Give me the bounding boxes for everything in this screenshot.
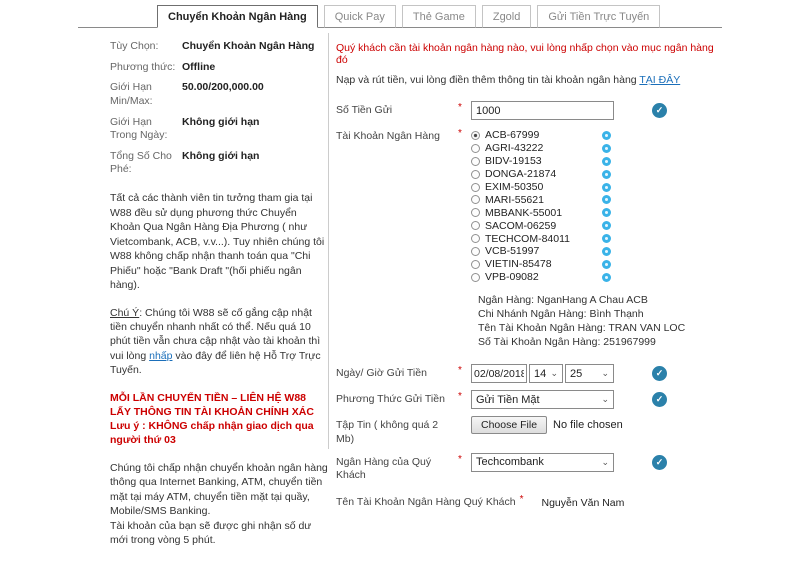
bank-account-option-label: BIDV-19153 (485, 155, 542, 168)
bank-detail-line: Số Tài Khoản Ngân Hàng: 251967999 (478, 336, 656, 349)
info-value: Offline (182, 60, 216, 73)
account-info-text: Nạp và rút tiền, vui lòng điền thêm thông tin tài khoản ngân hàng (336, 74, 640, 86)
info-value: 50.00/200,000.00 (182, 81, 264, 94)
valid-check-icon: ✓ (652, 366, 667, 381)
support-link[interactable]: nhấp (149, 349, 173, 362)
info-row (110, 150, 328, 177)
spacer (458, 416, 471, 417)
account-info-notice (336, 74, 726, 86)
bank-account-option-label: ACB-67999 (485, 129, 540, 142)
info-dot-icon[interactable] (602, 157, 611, 166)
customer-bank-select[interactable] (471, 453, 614, 472)
account-name-row (336, 494, 726, 509)
payment-info-table (110, 40, 328, 177)
info-row (110, 116, 328, 143)
bank-account-option[interactable] (471, 258, 621, 271)
radio-button-icon[interactable] (471, 234, 480, 243)
info-dot-icon[interactable] (602, 208, 611, 217)
hour-select[interactable] (529, 364, 563, 383)
bank-account-option[interactable] (471, 271, 621, 284)
warning-line1: MỖI LẦN CHUYỂN TIỀN – LIÊN HỆ W88 (110, 391, 307, 404)
method-value: Gửi Tiền Mặt (476, 393, 540, 406)
required-asterisk: * (458, 128, 462, 139)
valid-check-icon: ✓ (652, 103, 667, 118)
required-asterisk: * (458, 365, 462, 377)
hour-value: 14 (534, 367, 547, 380)
bank-account-row (336, 127, 726, 284)
info-dot-icon[interactable] (602, 260, 611, 269)
info-label: Giới Hạn Min/Max: (110, 81, 153, 107)
info-value: Không giới hạn (182, 115, 260, 128)
info-dot-icon[interactable] (602, 195, 611, 204)
radio-button-icon[interactable] (471, 195, 480, 204)
info-label: Giới Hạn Trong Ngày: (110, 115, 168, 142)
file-row (336, 416, 726, 445)
required-asterisk: * (458, 102, 462, 113)
date-input[interactable] (471, 364, 527, 383)
info-dot-icon[interactable] (602, 183, 611, 192)
customer-bank-label: Ngân Hàng của Quý Khách (336, 455, 432, 481)
bank-account-option-label: TECHCOM-84011 (485, 232, 570, 245)
radio-button-icon[interactable] (471, 221, 480, 230)
amount-row (336, 101, 726, 120)
tab-chuyen-khoan-ngan-hang[interactable]: Chuyển Khoản Ngân Hàng (157, 5, 318, 28)
info-dot-icon[interactable] (602, 247, 611, 256)
note-text: : Chúng tôi W88 sẽ cố gắng cập nhật tiền chuyển nhanh nhất có thể. Nếu quá 10 phút tiền vẫn chưa cập nhật vào tài khoản thì vui lòng (110, 306, 321, 362)
tab-quick-pay[interactable]: Quick Pay (324, 5, 396, 28)
info-label: Phương thức: (110, 60, 176, 73)
required-asterisk: * (458, 453, 462, 465)
bank-account-option[interactable] (471, 245, 621, 258)
info-label: Tùy Chọn: (110, 40, 159, 52)
sidebar-info-panel (110, 40, 328, 561)
accepted-methods-text: Chúng tôi chấp nhận chuyển khoản ngân hàng thông qua Internet Banking, ATM, chuyển tiền mặt tại máy ATM, chuyển tiền mặt tại quầy, Mobile/SMS Banking. (110, 461, 328, 518)
tab-zgold[interactable]: Zgold (482, 5, 532, 28)
bank-detail-line: Chi Nhánh Ngân Hàng: Bình Thạnh (478, 307, 644, 320)
bank-account-option[interactable] (471, 181, 621, 194)
method-row (336, 390, 726, 409)
warning-line2: LẤY THÔNG TIN TÀI KHOẢN CHÍNH XÁC (110, 406, 314, 419)
chevron-down-icon: ⌄ (601, 394, 609, 405)
bank-detail-line: Ngân Hàng: NganHang A Chau ACB (478, 293, 648, 306)
info-row (110, 81, 328, 108)
tab-bar (78, 5, 722, 28)
bank-select-notice: Quý khách cần tài khoản ngân hàng nào, vui lòng nhấp chọn vào mục ngân hàng đó (336, 42, 714, 66)
chevron-down-icon: ⌄ (601, 456, 609, 467)
radio-button-icon[interactable] (471, 273, 480, 282)
bank-account-option-label: VIETIN-85478 (485, 258, 552, 271)
bank-account-option[interactable] (471, 232, 621, 245)
chevron-down-icon: ⌄ (550, 368, 558, 379)
radio-button-icon[interactable] (471, 260, 480, 269)
minute-value: 25 (570, 367, 583, 380)
tai-day-link[interactable]: TẠI ĐÂY (639, 74, 681, 86)
radio-button-icon[interactable] (471, 208, 480, 217)
bank-account-option-label: VPB-09082 (485, 271, 539, 284)
account-name-label: Tên Tài Khoản Ngân Hàng Quý Khách (336, 495, 516, 508)
vertical-divider (328, 33, 329, 449)
customer-bank-value: Techcombank (476, 456, 544, 469)
bank-account-label: Tài Khoản Ngân Hàng (336, 130, 440, 142)
required-asterisk: * (519, 493, 524, 505)
radio-button-icon[interactable] (471, 247, 480, 256)
choose-file-button[interactable]: Choose File (471, 416, 547, 434)
bank-account-option[interactable] (471, 168, 621, 181)
deposit-form (336, 42, 726, 509)
warning-line3: Lưu ý : KHÔNG chấp nhận giao dịch qua người thứ 03 (110, 420, 314, 447)
intro-paragraph: Tất cả các thành viên tin tưởng tham gia tại W88 đều sử dụng phương thức Chuyển Khoản Qua Ngân Hàng Địa Phương ( như Vietcombank, ACB, v.v...). Tuy nhiên chúng tôi W88 không chấp nhận thanh toán qua "Chi Phiếu" hoặc "Bank Draft "(hối phiếu ngân hàng). (110, 192, 325, 292)
valid-check-icon: ✓ (652, 455, 667, 470)
warning-text (110, 391, 328, 448)
info-dot-icon[interactable] (602, 170, 611, 179)
radio-button-icon[interactable] (471, 183, 480, 192)
bank-account-option-label: DONGA-21874 (485, 168, 557, 181)
info-label: Tổng Số Cho Phé: (110, 149, 172, 176)
account-name-value: Nguyễn Văn Nam (541, 496, 625, 509)
info-row (110, 61, 328, 75)
chevron-down-icon: ⌄ (601, 368, 609, 379)
note-paragraph (110, 306, 328, 378)
bank-account-list (471, 127, 614, 284)
valid-check-icon: ✓ (652, 392, 667, 407)
bank-detail-line: Tên Tài Khoản Ngân Hàng: TRAN VAN LOC (478, 322, 686, 335)
tab-the-game[interactable]: Thẻ Game (402, 5, 476, 28)
radio-button-icon[interactable] (471, 131, 480, 140)
bank-account-option[interactable] (471, 142, 621, 155)
bank-account-option[interactable] (471, 206, 621, 219)
info-row (110, 40, 328, 54)
method-label: Phương Thức Gửi Tiền (336, 393, 445, 406)
info-dot-icon[interactable] (602, 273, 611, 282)
bank-account-option-label: SACOM-06259 (485, 219, 557, 232)
datetime-row (336, 364, 726, 383)
note-tail: vào đây để liên hệ Hỗ Trợ Trực Tuyến. (110, 349, 321, 377)
file-status-text: No file chosen (553, 419, 623, 432)
customer-bank-row (336, 453, 726, 482)
datetime-label: Ngày/ Giờ Gửi Tiền (336, 367, 427, 380)
minute-select[interactable] (565, 364, 614, 383)
amount-input[interactable] (471, 101, 614, 120)
bank-account-option-label: MARI-55621 (485, 193, 544, 206)
bank-account-option-label: VCB-51997 (485, 245, 540, 258)
bank-account-option[interactable] (471, 155, 621, 168)
balance-update-text: Tài khoản của bạn sẽ được ghi nhận số dư mới trong vòng 5 phút. (110, 519, 312, 547)
radio-button-icon[interactable] (471, 170, 480, 179)
bank-account-option[interactable] (471, 193, 621, 206)
note-title: Chú Ý (110, 306, 140, 319)
method-select[interactable] (471, 390, 614, 409)
selected-bank-details (478, 293, 726, 350)
required-asterisk: * (458, 391, 462, 403)
info-dot-icon[interactable] (602, 234, 611, 243)
info-value: Chuyển Khoản Ngân Hàng (182, 40, 315, 52)
bank-account-option[interactable] (471, 129, 621, 142)
amount-label: Số Tiền Gửi (336, 104, 393, 116)
accepted-methods-paragraph (110, 461, 328, 548)
info-dot-icon[interactable] (602, 131, 611, 140)
tab-gui-tien-truc-tuyen[interactable]: Gửi Tiền Trực Tuyến (537, 5, 660, 28)
radio-button-icon[interactable] (471, 144, 480, 153)
bank-account-option-label: EXIM-50350 (485, 181, 544, 193)
info-dot-icon[interactable] (602, 144, 611, 153)
info-value: Không giới hạn (182, 149, 260, 162)
radio-button-icon[interactable] (471, 157, 480, 166)
bank-account-option-label: MBBANK-55001 (485, 206, 563, 219)
info-dot-icon[interactable] (602, 221, 611, 230)
bank-account-option-label: AGRI-43222 (485, 142, 544, 155)
file-label: Tập Tin ( không quá 2 Mb) (336, 419, 439, 445)
bank-account-option[interactable] (471, 219, 621, 232)
